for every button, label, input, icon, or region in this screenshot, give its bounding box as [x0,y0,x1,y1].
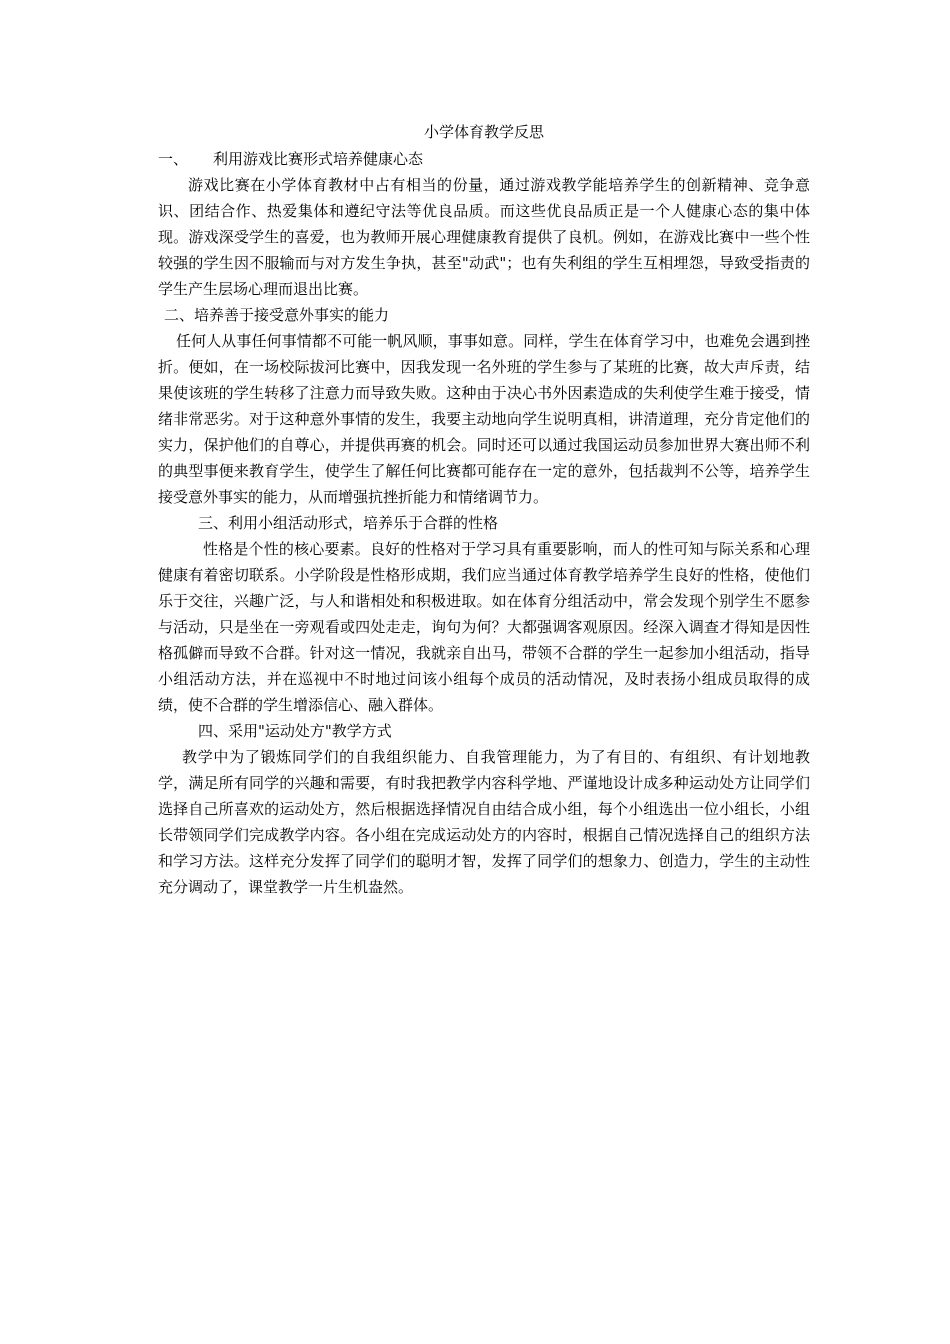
section-1-number: 一、 [158,150,189,168]
section-1-heading-text: 利用游戏比赛形式培养健康心态 [213,150,424,168]
section-2-heading: 二、培养善于接受意外事实的能力 [164,306,390,324]
section-4-heading: 四、采用"运动处方"教学方式 [198,722,392,740]
document-title: 小学体育教学反思 [423,123,544,141]
section-3-paragraph: 性格是个性的核心要素。良好的性格对于学习具有重要影响，而人的性可知与际关系和心理健康有着密切联系。小学阶段是性格形成期，我们应当通过体育教学培养学生良好的性格，使他们乐于交往，兴趣广泛，与人和谐相处和积极进取。如在体育分组活动中，常会发现个别学生不愿参与活动，只是坐在一旁观看或四处走走，询句为何？大都强调客观原因。经深入调查才得知是因性格孤僻而导致不合群。针对这一情况，我就亲自出马，带领不合群的学生一起参加小组活动，指导小组活动方法，并在巡视中不时地过问该小组每个成员的活动情况，及时表扬小组成员取得的成绩，使不合群的学生增添信心、融入群体。 [158,540,810,714]
document-page [158,120,810,900]
section-2-paragraph: 任何人从事任何事情都不可能一帆风顺，事事如意。同样，学生在体育学习中，也难免会遇到挫折。便如，在一场校际拔河比赛中，因我发现一名外班的学生参与了某班的比赛，故大声斥责，结果使该班的学生转移了注意力而导致失败。这种由于决心书外因素造成的失利使学生难于接受，情绪非常恶劣。对于这种意外事情的发生，我要主动地向学生说明真相，讲清道理，充分肯定他们的实力，保护他们的自尊心，并提供再赛的机会。同时还可以通过我国运动员参加世界大赛出师不利的典型事便来教育学生，使学生了解任何比赛都可能存在一定的意外，包括裁判不公等，培养学生接受意外事实的能力，从而增强抗挫折能力和情绪调节力。 [158,332,810,506]
section-4-paragraph: 教学中为了锻炼同学们的自我组织能力、自我管理能力，为了有目的、有组织、有计划地教学，满足所有同学的兴趣和需要，有时我把教学内容科学地、严谨地设计成多种运动处方让同学们选择自己所喜欢的运动处方，然后根据选择情况自由结合成小组，每个小组选出一位小组长，小组长带领同学们完成教学内容。各小组在完成运动处方的内容时，根据自己情况选择自己的组织方法和学习方法。这样充分发挥了同学们的聪明才智，发挥了同学们的想象力、创造力，学生的主动性充分调动了，课堂教学一片生机盎然。 [158,748,810,896]
section-1-heading [158,146,810,172]
section-1-paragraph: 游戏比赛在小学体育教材中占有相当的份量，通过游戏教学能培养学生的创新精神、竞争意识、团结合作、热爱集体和遵纪守法等优良品质。而这些优良品质正是一个人健康心态的集中体现。游戏深受学生的喜爱，也为教师开展心理健康教育提供了良机。例如，在游戏比赛中一些个性较强的学生因不服输而与对方发生争执，甚至"动武"；也有失利组的学生互相埋怨，导致受指责的学生产生层场心理而退出比赛。 [158,176,810,298]
section-3-heading: 三、利用小组活动形式，培养乐于合群的性格 [198,514,499,532]
